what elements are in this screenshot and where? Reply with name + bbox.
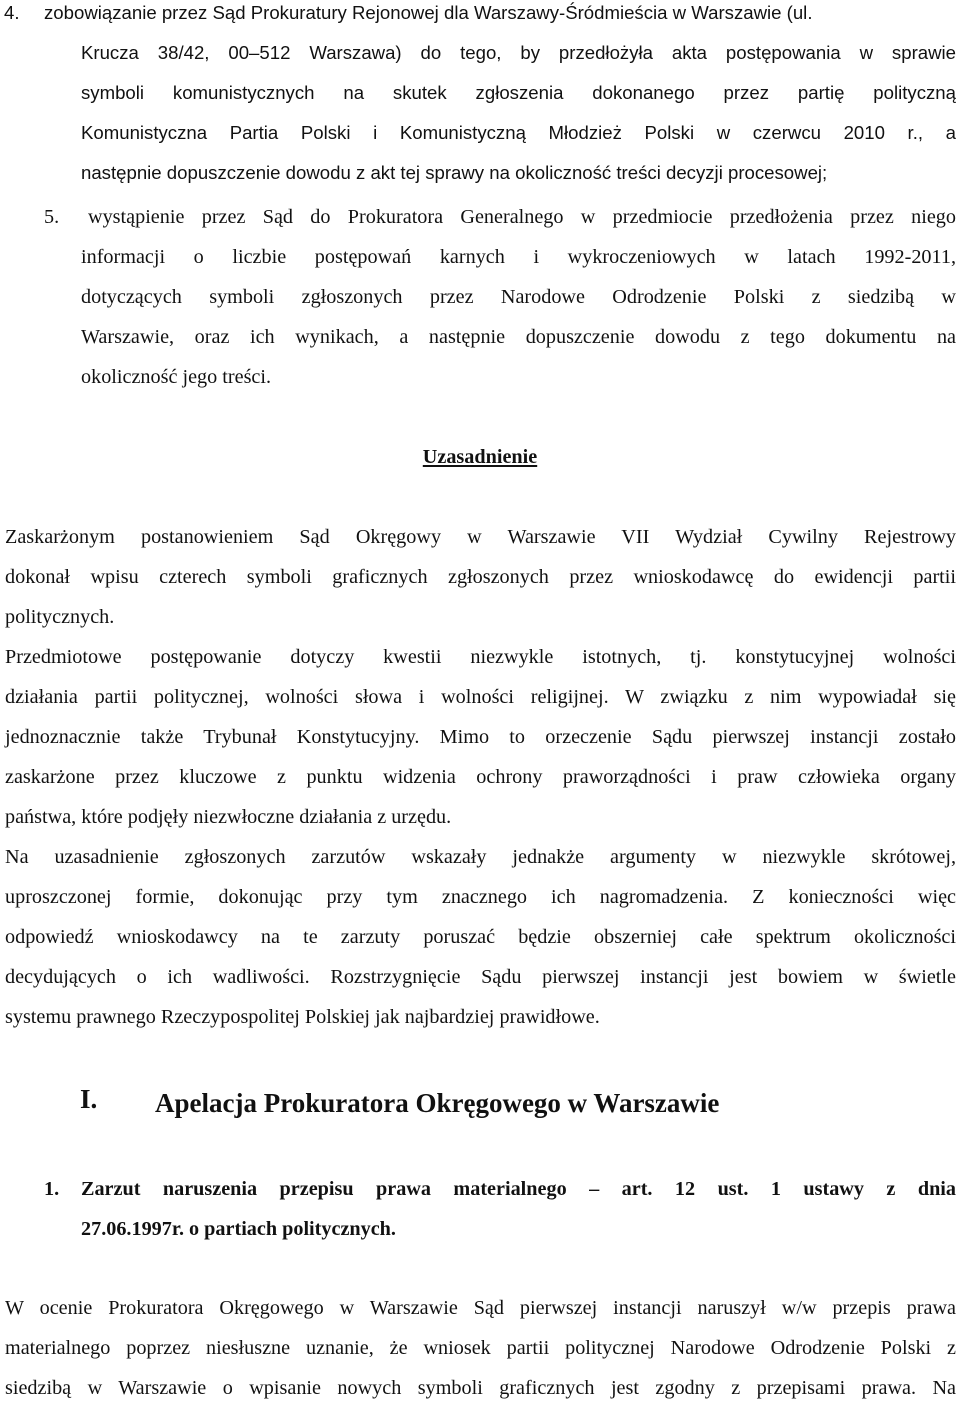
list-item-line: symboli komunistycznych na skutek zgłoszenia dokonanego przez partię polityczną <box>81 82 956 103</box>
paragraph-line: Zaskarżonym postanowieniem Sąd Okręgowy w Warszawie VII Wydział Cywilny Rejestrowy <box>5 526 956 548</box>
paragraph-line: dokonał wpisu czterech symboli graficznych zgłoszonych przez wnioskodawcę do ewidencji partii <box>5 566 956 588</box>
list-item-line: Warszawie, oraz ich wynikach, a następnie dopuszczenie dowodu z tego dokumentu na <box>81 326 956 348</box>
paragraph-line: działania partii politycznej, wolności słowa i wolności religijnej. W związku z nim wypowiadał się <box>5 686 956 708</box>
section-title: Apelacja Prokuratora Okręgowego w Warszawie <box>155 1088 720 1118</box>
paragraph-line: uproszczonej formie, dokonując przy tym znacznego ich nagromadzenia. Z konieczności więc <box>5 886 956 908</box>
list-number: 4. <box>4 2 20 23</box>
paragraph-line: Przedmiotowe postępowanie dotyczy kwestii niezwykle istotnych, tj. konstytucyjnej wolności <box>5 646 956 668</box>
paragraph-line: decydujących o ich wadliwości. Rozstrzygnięcie Sądu pierwszej instancji jest bowiem w świetle <box>5 966 956 988</box>
list-item-line: Krucza 38/42, 00–512 Warszawa) do tego, by przedłożyła akta postępowania w sprawie <box>81 42 956 63</box>
list-item-line: dotyczących symboli zgłoszonych przez Narodowe Odrodzenie Polski z siedzibą w <box>81 286 956 308</box>
paragraph-line: W ocenie Prokuratora Okręgowego w Warszawie Sąd pierwszej instancji naruszył w/w przepis prawa <box>5 1297 956 1319</box>
list-item-line: zobowiązanie przez Sąd Prokuratury Rejonowej dla Warszawy-Śródmieścia w Warszawie (ul. <box>44 2 813 23</box>
list-number: 5. <box>44 206 60 228</box>
list-item-line: informacji o liczbie postępowań karnych i wykroczeniowych w latach 1992-2011, <box>81 246 956 268</box>
list-number: 1. <box>44 1178 60 1200</box>
paragraph-line: systemu prawnego Rzeczypospolitej Polskiej jak najbardziej prawidłowe. <box>5 1006 600 1028</box>
zarzut-line: Zarzut naruszenia przepisu prawa materialnego – art. 12 ust. 1 ustawy z dnia <box>81 1178 956 1200</box>
paragraph-line: materialnego poprzez niesłuszne uznanie, że wniosek partii politycznej Narodowe Odrodzenie Polski z <box>5 1337 956 1359</box>
list-item-line: następnie dopuszczenie dowodu z akt tej sprawy na okoliczność treści decyzji procesowej; <box>81 162 828 183</box>
section-number: I. <box>80 1084 98 1114</box>
paragraph-line: zaskarżone przez kluczowe z punktu widzenia ochrony praworządności i praw człowieka organy <box>5 766 956 788</box>
list-item-line: okoliczność jego treści. <box>81 366 272 388</box>
section-heading-uzasadnienie: Uzasadnienie <box>422 446 538 468</box>
paragraph-line: jednoznacznie także Trybunał Konstytucyjny. Mimo to orzeczenie Sądu pierwszej instancji zostało <box>5 726 956 748</box>
paragraph-line: politycznych. <box>5 606 115 628</box>
zarzut-line: 27.06.1997r. o partiach politycznych. <box>81 1218 396 1240</box>
paragraph-line: państwa, które podjęły niezwłoczne działania z urzędu. <box>5 806 452 828</box>
paragraph-line: Na uzasadnienie zgłoszonych zarzutów wskazały jednakże argumenty w niezwykle skrótowej, <box>5 846 956 868</box>
list-item-line: wystąpienie przez Sąd do Prokuratora Generalnego w przedmiocie przedłożenia przez niego <box>88 206 956 228</box>
paragraph-line: odpowiedź wnioskodawcy na te zarzuty poruszać będzie obszerniej całe spektrum okoliczności <box>5 926 956 948</box>
paragraph-line: siedzibą w Warszawie o wpisanie nowych symboli graficznych jest zgodny z przepisami prawa. Na <box>5 1377 956 1399</box>
list-item-line: Komunistyczna Partia Polski i Komunistyczną Młodzież Polski w czerwcu 2010 r., a <box>81 122 956 143</box>
